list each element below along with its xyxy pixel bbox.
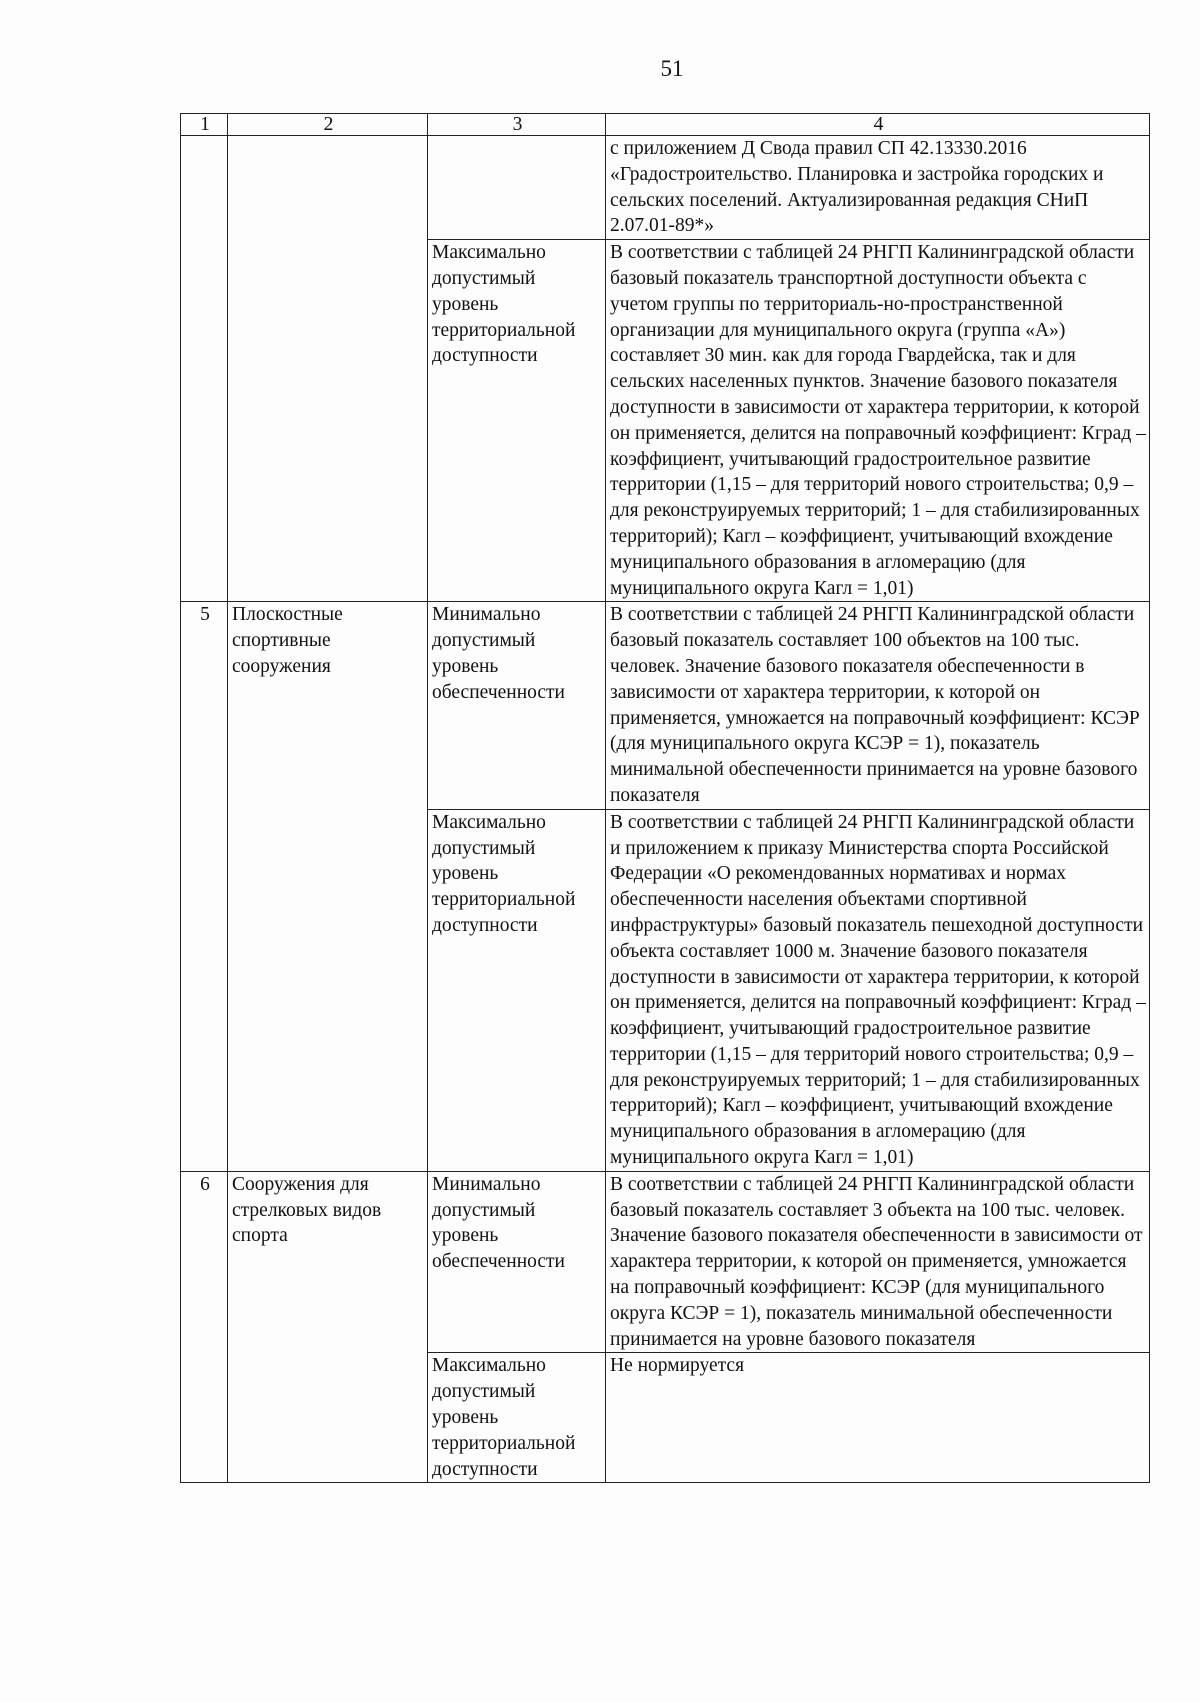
table-header-row [181,114,1150,136]
cell-num: 5 [181,602,228,1172]
header-col-1: 1 [181,114,228,136]
cell-indicator: Максимально допустимый уровень территориальной доступности [428,1353,606,1483]
cell-text: Не нормируется [606,1353,1150,1483]
cell-facility-name: Плоскостные спортивные сооружения [228,602,428,1172]
header-col-3: 3 [428,114,606,136]
cell-indicator: Максимально допустимый уровень территориальной доступности [428,809,606,1171]
header-col-4: 4 [606,114,1150,136]
table-row [181,602,1150,809]
cell-facility-name: Сооружения для стрелковых видов спорта [228,1171,428,1483]
cell-text: В соответствии с таблицей 24 РНГП Калининградской области базовый показатель транспортной доступности объекта с учетом группы по территориаль-но-пространственной организации для муниципального округа (группа «А») составляет 30 мин. как для города Гвардейска, так и для сельских населенных пунктов. Значение базового показателя доступности в зависимости от характера территории, к которой он применяется, делится на поправочный коэффициент: Кград – коэффициент, учитывающий градостроительное развитие территории (1,15 – для территорий нового строительства; 0,9 – для реконструируемых территорий; 1 – для стабилизированных территорий); Кагл – коэффициент, учитывающий вхождение муниципального образования в агломерацию (для муниципального округа Кагл = 1,01) [606,240,1150,602]
cell-name-continued [228,136,428,602]
table-row [181,1171,1150,1353]
cell-text-continued: с приложением Д Свода правил СП 42.13330.2016 «Градостроительство. Планировка и застройка городских и сельских поселений. Актуализированная редакция СНиП 2.07.01-89*» [606,136,1150,240]
cell-text: В соответствии с таблицей 24 РНГП Калининградской области базовый показатель составляет 3 объекта на 100 тыс. человек. Значение базового показателя обеспеченности в зависимости от характера территории, к которой он применяется, умножается на поправочный коэффициент: КСЭР (для муниципального округа КСЭР = 1), показатель минимальной обеспеченности принимается на уровне базового показателя [606,1171,1150,1353]
cell-indicator: Минимально допустимый уровень обеспеченности [428,602,606,809]
cell-indicator: Минимально допустимый уровень обеспеченности [428,1171,606,1353]
cell-num-continued [181,136,228,602]
norms-table [180,113,1150,1483]
cell-indicator-continued [428,136,606,240]
cell-text: В соответствии с таблицей 24 РНГП Калининградской области и приложением к приказу Министерства спорта Российской Федерации «О рекомендованных нормативах и нормах обеспеченности населения объектами спортивной инфраструктуры» базовый показатель пешеходной доступности объекта составляет 1000 м. Значение базового показателя доступности в зависимости от характера территории, к которой он применяется, делится на поправочный коэффициент: Кград – коэффициент, учитывающий градостроительное развитие территории (1,15 – для территорий нового строительства; 0,9 – для реконструируемых территорий; 1 – для стабилизированных территорий); Кагл – коэффициент, учитывающий вхождение муниципального образования в агломерацию (для муниципального округа Кагл = 1,01) [606,809,1150,1171]
header-col-2: 2 [228,114,428,136]
table-row [181,136,1150,240]
cell-text: В соответствии с таблицей 24 РНГП Калининградской области базовый показатель составляет 100 объектов на 100 тыс. человек. Значение базового показателя обеспеченности в зависимости от характера территории, к которой он применяется, умножается на поправочный коэффициент: КСЭР (для муниципального округа КСЭР = 1), показатель минимальной обеспеченности принимается на уровне базового показателя [606,602,1150,809]
cell-indicator: Максимально допустимый уровень территориальной доступности [428,240,606,602]
page-number: 51 [660,56,684,81]
cell-num: 6 [181,1171,228,1483]
